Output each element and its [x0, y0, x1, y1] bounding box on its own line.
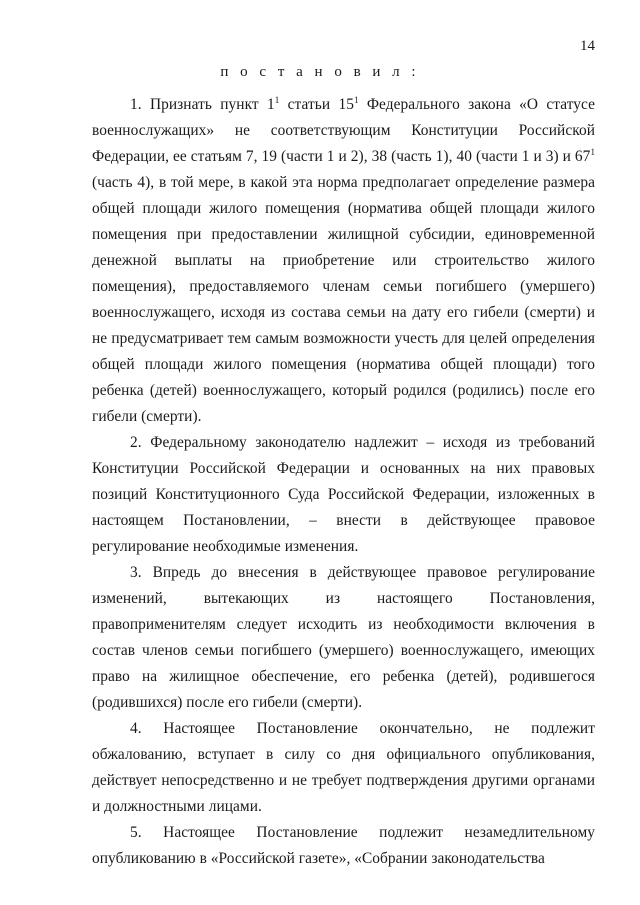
superscript-1: 1 — [274, 95, 280, 105]
page-number: 14 — [580, 38, 595, 54]
superscript-2: 1 — [353, 95, 359, 105]
document-body — [92, 92, 595, 872]
paragraph-4: 4. Настоящее Постановление окончательно, не подлежит обжалованию, вступает в силу со дня официального опубликования, действует непосредственно и не требует подтверждения другими органами и должностными лицами. — [92, 720, 595, 815]
paragraph-2: 2. Федеральному законодателю надлежит – исходя из требований Конституции Российской Федерации и основанных на них правовых позиций Конституционного Суда Российской Федерации, изложенных в настоящем Постановлении, – внести в действующее правовое регулирование необходимые изменения. — [92, 434, 595, 555]
paragraph-1-part-d: (часть 4), в той мере, в какой эта норма предполагает определение размера общей площади жилого помещения (норматива общей площади жилого помещения при предоставлении жилищной субсидии, единовременной денежной выплаты на приобретение или строительство жилого помещения), предоставляемого членам семьи погибшего (умершего) военнослужащего, исходя из состава семьи на дату его гибели (смерти) и не предусматривает тем самым возможности учесть для целей определения общей площади жилого помещения (норматива общей площади) того ребенка (детей) военнослужащего, который родился (родились) после его гибели (смерти). — [92, 174, 595, 425]
paragraph-1 — [92, 92, 595, 430]
paragraph-1-part-a: 1. Признать пункт 1 — [130, 96, 275, 113]
paragraph-3: 3. Впредь до внесения в действующее правовое регулирование изменений, вытекающих из настоящего Постановления, правоприменителям следует исходить из необходимости включения в состав членов семьи погибшего (умершего) военнослужащего, имеющих право на жилищное обеспечение, его ребенка (детей), родившегося (родившихся) после его гибели (смерти). — [92, 564, 595, 711]
paragraph-5: 5. Настоящее Постановление подлежит незамедлительному опубликованию в «Российской газете», «Собрании законодательства — [92, 824, 595, 867]
paragraph-1-part-c: Федерального закона «О статусе военнослужащих» не соответствующим Конституции Российской Федерации, ее статьям 7, 19 (части 1 и 2), 38 (часть 1), 40 (части 1 и 3) и 67 — [92, 96, 595, 165]
paragraph-1-part-b: статьи 15 — [279, 96, 354, 113]
superscript-3: 1 — [590, 147, 595, 157]
resolution-heading: п о с т а н о в и л : — [220, 64, 420, 80]
